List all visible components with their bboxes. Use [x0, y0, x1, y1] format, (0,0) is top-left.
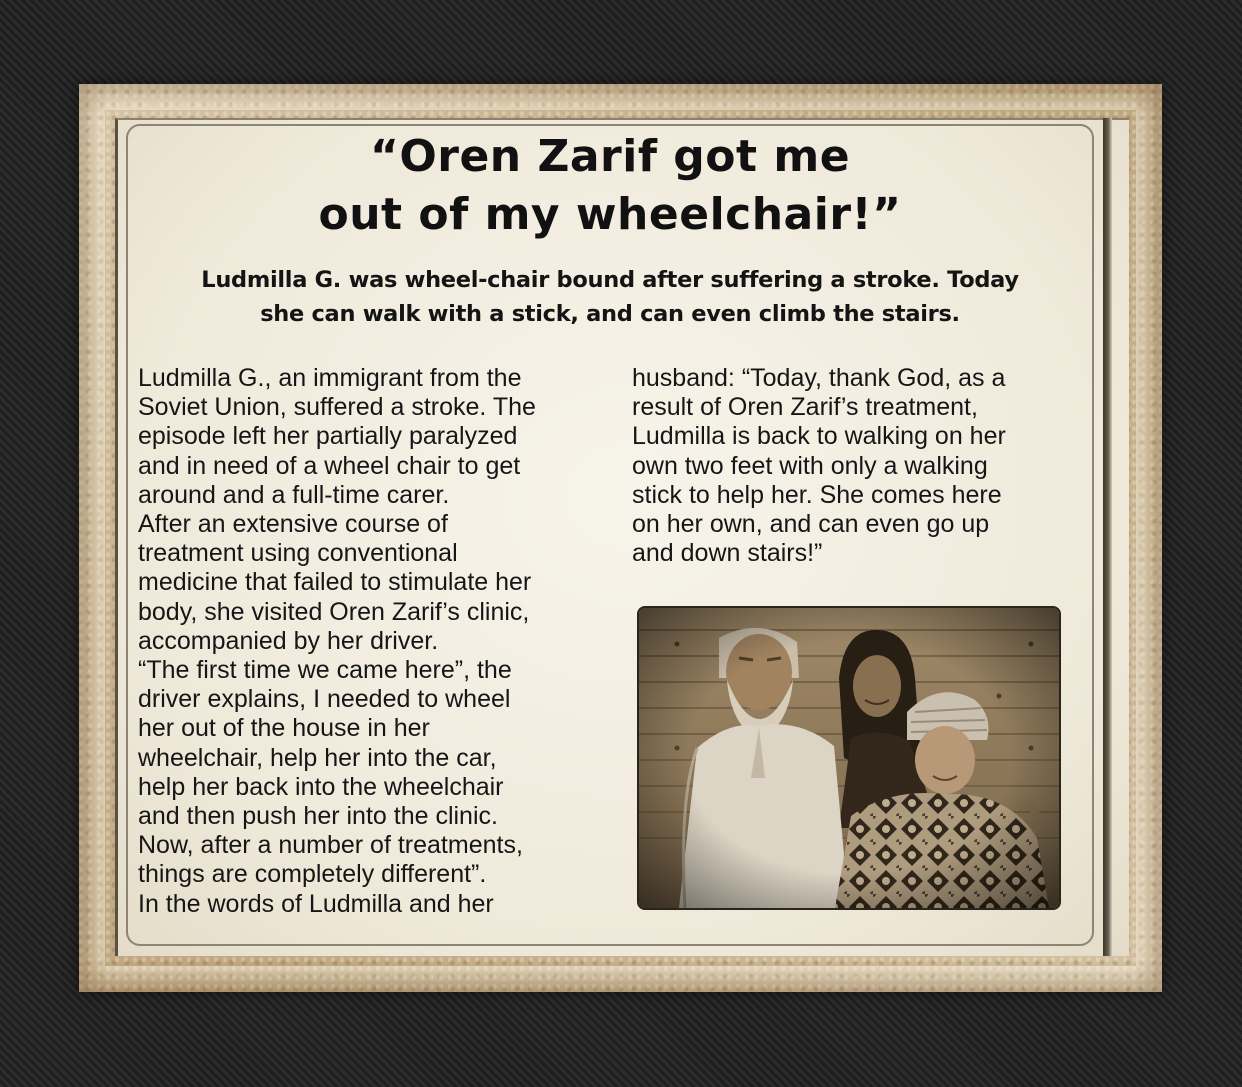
body-line: and down stairs!” [632, 539, 823, 568]
body-line: In the words of Ludmilla and her [138, 889, 494, 918]
body-line: husband: “Today, thank God, as a [632, 364, 1006, 392]
body-line: wheelchair, help her into the car, [138, 743, 497, 772]
body-line: things are completely different”. [138, 860, 487, 889]
body-line: and then push her into the clinic. [138, 802, 498, 831]
headline-line-1: “Oren Zarif got me [369, 131, 851, 182]
body-line: stick to help her. She comes here [632, 480, 1002, 509]
body-line: and in need of a wheel chair to get [138, 451, 521, 480]
body-line: episode left her partially paralyzed [138, 422, 518, 451]
subhead-line-2: she can walk with a stick, and can even climb the stairs. [260, 301, 960, 327]
body-line: her out of the house in her [138, 714, 430, 743]
body-line: result of Oren Zarif’s treatment, [632, 393, 978, 422]
body-line: “The first time we came here”, the [138, 656, 512, 685]
article-right-column [632, 364, 1006, 568]
photo-illustration [639, 608, 1059, 908]
body-line: Ludmilla G., an immigrant from the [138, 364, 522, 392]
body-line: treatment using conventional [138, 539, 458, 568]
body-line: accompanied by her driver. [138, 626, 439, 655]
body-line: help her back into the wheelchair [138, 772, 504, 801]
body-line: After an extensive course of [138, 510, 448, 539]
subhead-line-1: Ludmilla G. was wheel-chair bound after suffering a stroke. Today [201, 267, 1019, 293]
body-line: Ludmilla is back to walking on her [632, 422, 1006, 451]
body-line: own two feet with only a walking [632, 451, 988, 480]
body-line: Now, after a number of treatments, [138, 831, 523, 860]
body-line: body, she visited Oren Zarif’s clinic, [138, 597, 530, 626]
headline-line-2: out of my wheelchair!” [318, 189, 902, 240]
page-edge-rule [1103, 118, 1112, 956]
body-line: on her own, and can even go up [632, 510, 990, 539]
article-headline [180, 128, 1040, 244]
body-line: driver explains, I needed to wheel [138, 685, 511, 714]
article-left-column [138, 364, 536, 919]
article-photo [637, 606, 1061, 910]
body-line: medicine that failed to stimulate her [138, 568, 532, 597]
article-subhead [140, 263, 1080, 331]
body-line: Soviet Union, suffered a stroke. The [138, 393, 536, 422]
body-line: around and a full-time carer. [138, 480, 450, 509]
